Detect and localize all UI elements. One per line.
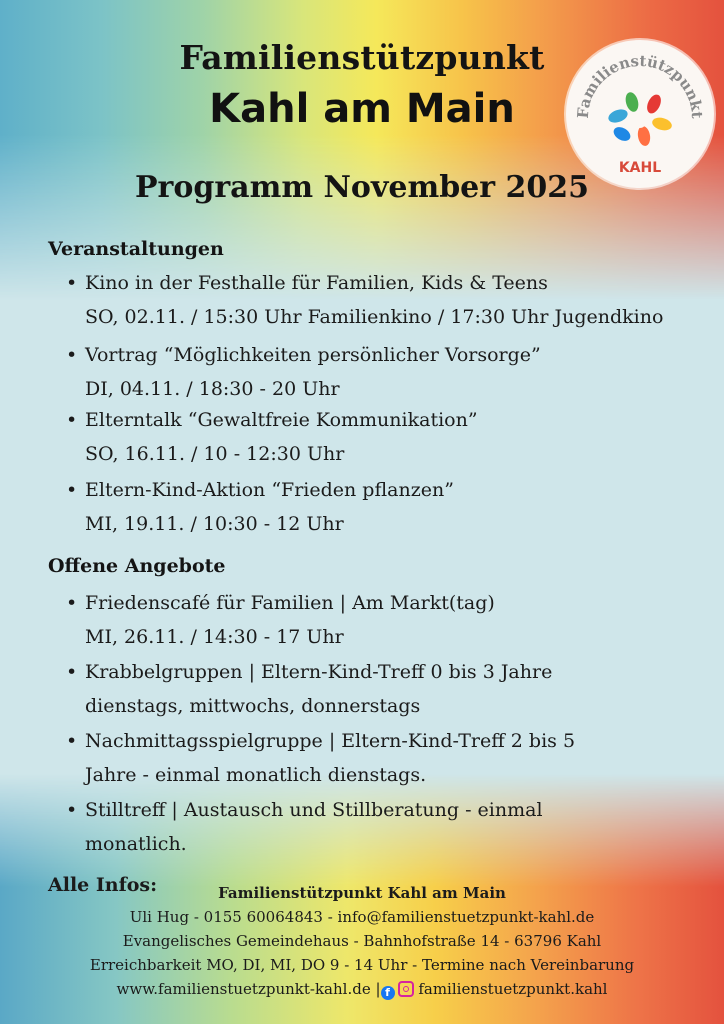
bullet-icon: • [66, 730, 78, 752]
event-detail: SO, 16.11. / 10 - 12:30 Uhr [85, 443, 345, 465]
offer-title: Krabbelgruppen | Eltern-Kind-Treff 0 bis 3 Jahre [85, 661, 553, 683]
bullet-icon: • [66, 272, 78, 294]
offer-title: Friedenscafé für Familien | Am Markt(tag) [85, 592, 495, 614]
section-heading-veranstaltungen: Veranstaltungen [48, 238, 224, 260]
facebook-icon[interactable]: f [381, 986, 395, 1000]
bullet-icon: • [66, 479, 78, 501]
list-item [66, 655, 552, 723]
title-organization: Familienstützpunkt [179, 38, 545, 77]
bullet-icon: • [66, 592, 78, 614]
website-link[interactable]: www.familienstuetzpunkt-kahl.de | [116, 980, 381, 998]
logo-bottom-text: KAHL [618, 160, 662, 176]
list-item [66, 473, 454, 541]
event-title: Kino in der Festhalle für Familien, Kids & Teens [85, 272, 548, 294]
bullet-icon: • [66, 344, 78, 366]
offer-title: Stilltreff | Austausch und Stillberatung - einmal [85, 799, 543, 821]
list-item [66, 403, 478, 471]
event-title: Vortrag “Möglichkeiten persönlicher Vorsorge” [85, 344, 541, 366]
offer-detail: monatlich. [85, 833, 187, 855]
event-title: Elterntalk “Gewaltfreie Kommunikation” [85, 409, 478, 431]
bullet-icon: • [66, 799, 78, 821]
social-handle[interactable]: familienstuetzpunkt.kahl [418, 980, 608, 998]
footer-links [0, 980, 724, 1000]
logo-arc-text: Familienstützpunkt [573, 51, 707, 120]
section-heading-offene-angebote: Offene Angebote [48, 555, 226, 577]
offer-detail: MI, 26.11. / 14:30 - 17 Uhr [85, 626, 344, 648]
footer-contact[interactable]: Uli Hug - 0155 60064843 - info@familienstuetzpunkt-kahl.de [129, 908, 595, 926]
hands-circle-logo-icon [566, 40, 714, 188]
svg-text:Familienstützpunkt [574, 52, 706, 119]
bullet-icon: • [66, 661, 78, 683]
footer-hours: Erreichbarkeit MO, DI, MI, DO 9 - 14 Uhr - Termine nach Vereinbarung [89, 956, 635, 974]
event-detail: SO, 02.11. / 15:30 Uhr Familienkino / 17:30 Uhr Jugendkino [85, 306, 664, 328]
event-detail: MI, 19.11. / 10:30 - 12 Uhr [85, 513, 344, 535]
footer-address: Evangelisches Gemeindehaus - Bahnhofstraße 14 - 63796 Kahl [122, 932, 602, 950]
offer-detail: Jahre - einmal monatlich dienstags. [85, 764, 427, 786]
offer-title: Nachmittagsspielgruppe | Eltern-Kind-Treff 2 bis 5 [85, 730, 576, 752]
logo [566, 40, 714, 188]
title-location: Kahl am Main [209, 86, 515, 132]
list-item [66, 793, 543, 861]
bullet-icon: • [66, 409, 78, 431]
title-program: Programm November 2025 [134, 170, 590, 205]
offer-detail: dienstags, mittwochs, donnerstags [85, 695, 421, 717]
footer-org: Familienstützpunkt Kahl am Main [218, 884, 506, 902]
event-detail: DI, 04.11. / 18:30 - 20 Uhr [85, 378, 340, 400]
list-item [66, 266, 663, 334]
event-title: Eltern-Kind-Aktion “Frieden pflanzen” [85, 479, 454, 501]
instagram-icon[interactable] [398, 981, 414, 997]
footer-heading: Alle Infos: [48, 874, 158, 896]
list-item [66, 338, 541, 406]
list-item [66, 586, 495, 654]
list-item [66, 724, 575, 792]
